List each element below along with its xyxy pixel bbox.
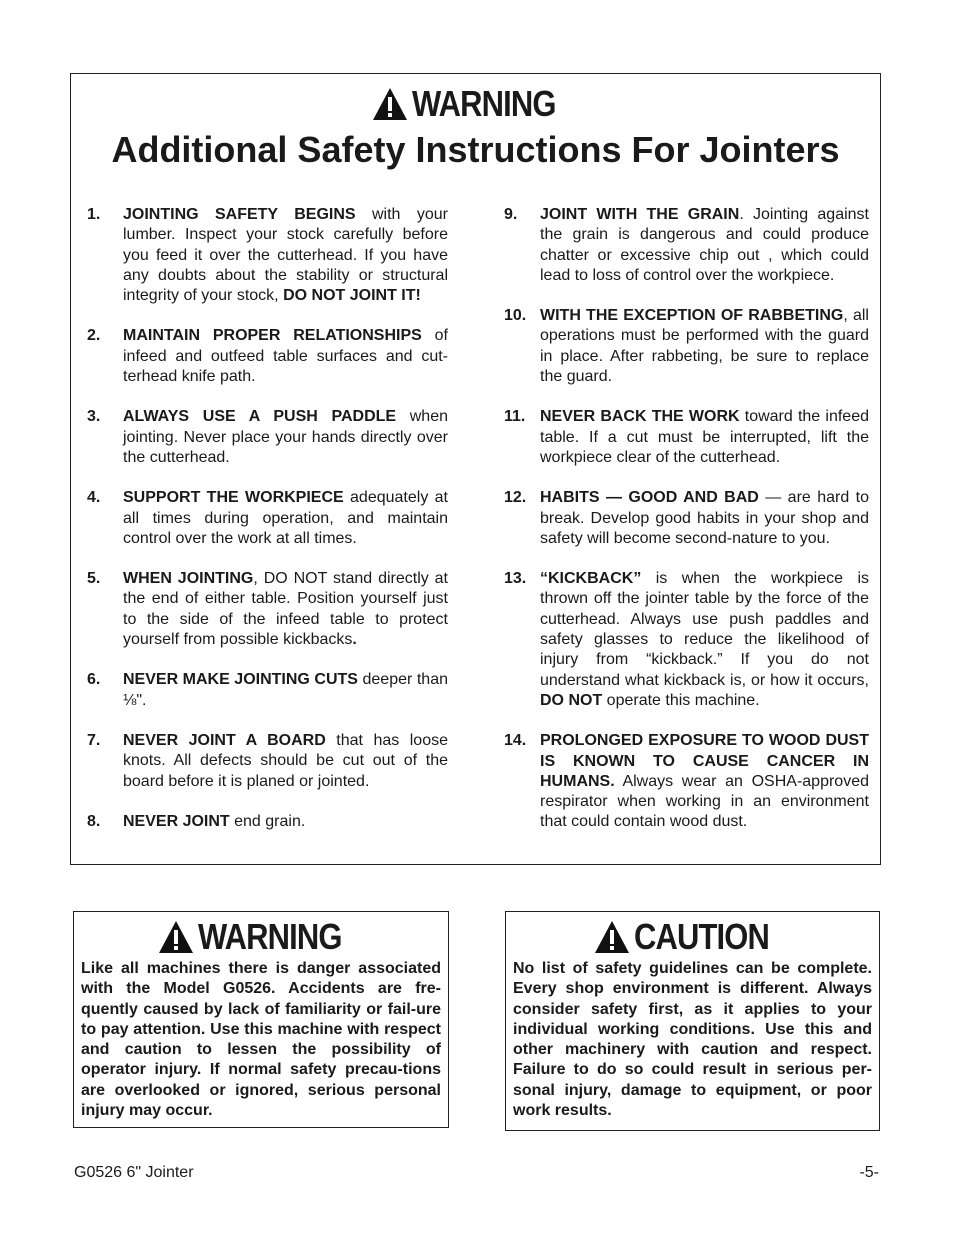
item-bold-text: NEVER JOINT xyxy=(123,812,230,830)
item-text xyxy=(123,731,448,792)
item-number: 5. xyxy=(87,570,101,588)
item-number: 11. xyxy=(504,408,526,426)
left-column xyxy=(87,205,448,852)
item-text xyxy=(123,569,448,650)
item-number: 2. xyxy=(87,327,101,345)
instruction-item xyxy=(87,731,448,792)
warning-banner xyxy=(74,917,448,959)
item-body-text: Always wear an OSHA-approved respirator when working in an environment that could contain wood dust. xyxy=(540,772,869,831)
item-bold-text: JOINT WITH THE GRAIN xyxy=(540,206,740,223)
item-body-text: of infeed and outfeed table surfaces and cut-terhead knife path. xyxy=(123,327,448,386)
instruction-item xyxy=(504,407,869,468)
item-body-text: , all operations must be performed with the guard in place. After rabbeting, be sure to replace the guard. xyxy=(540,307,869,386)
item-number: 10. xyxy=(504,307,527,325)
item-body-text: when jointing. Never place your hands directly over the cutterhead. xyxy=(123,408,448,466)
warning-banner xyxy=(71,84,880,127)
warning-triangle-icon xyxy=(372,86,408,122)
item-body-text: that has loose knots. All defects should be cut out of the board before it is planed or jointed. xyxy=(123,731,448,790)
item-number: 13. xyxy=(504,570,527,588)
item-text xyxy=(123,407,448,468)
item-body-text: deeper than ⅛". xyxy=(123,671,449,709)
instruction-item xyxy=(504,569,869,711)
item-number: 8. xyxy=(87,812,101,830)
caution-text: No list of safety guidelines can be complete. Every shop environment is different. Always consider safety first, as it applies to your individual working conditions. Use this and other machinery with caution and respect. Failure to do so could result in serious per-sonal injury, damage to equipment, or poor work results. xyxy=(513,960,872,1120)
item-text xyxy=(540,306,869,387)
item-body-text: is when the workpiece is thrown off the jointer table by the force of the cutterhead. Always use push paddles and safety glasses to reduce the likelihood of injury from “kickback.” If you do not understand what kickback is, or how it occurs, xyxy=(540,570,869,689)
signal-word: WARNING xyxy=(412,83,556,124)
instruction-item xyxy=(504,205,869,286)
item-text xyxy=(123,205,448,306)
warning-text: Like all machines there is danger associated with the Model G0526. Accidents are fre-quently caused by lack of familiarity or fail-ure to pay attention. Use this machine with respect and caution to lessen the possibility of operator injury. If normal safety precau-tions are overlooked or ignored, serious personal injury may occur. xyxy=(81,960,441,1120)
item-body-text: toward the infeed table. If a cut must be interrupted, lift the workpiece clear of the cutterhead. xyxy=(540,408,869,466)
item-number: 7. xyxy=(87,731,101,749)
item-number: 14. xyxy=(504,732,527,750)
instruction-item xyxy=(87,407,448,468)
instruction-item xyxy=(87,569,448,650)
instruction-item xyxy=(87,812,448,832)
warning-notice-box xyxy=(73,911,449,1128)
item-number: 1. xyxy=(87,206,101,223)
signal-word: WARNING xyxy=(197,916,342,957)
item-bold-text: “KICKBACK” xyxy=(540,570,642,588)
item-body-text: operate this machine. xyxy=(602,691,760,709)
item-text xyxy=(540,731,869,832)
item-bold-text: NEVER BACK THE WORK xyxy=(540,408,740,426)
item-text xyxy=(123,488,448,549)
signal-word: CAUTION xyxy=(634,916,770,957)
safety-instructions-box xyxy=(70,73,881,865)
item-bold-text: WITH THE EXCEPTION OF RABBETING xyxy=(540,307,844,325)
item-body-text: , DO NOT stand directly at the end of either table. Position yourself just to the side of the infeed table to protect yourself from possible kickbacks xyxy=(123,570,448,649)
caution-banner xyxy=(506,917,879,959)
instruction-item xyxy=(504,488,869,549)
item-number: 6. xyxy=(87,671,101,689)
instruction-item xyxy=(87,205,448,306)
item-bold-text: DO NOT xyxy=(540,691,603,709)
item-number: 12. xyxy=(504,489,527,507)
item-text xyxy=(123,326,448,387)
instruction-item xyxy=(87,326,448,387)
item-bold-text: PROLONGED EXPOSURE TO WOOD DUST IS KNOWN TO CAUSE CANCER IN HUMANS. xyxy=(540,732,869,790)
item-body-text: with your lumber. Inspect your stock carefully before you feed it over the cutterhead. If you have any doubts about the stability or structural integrity of your stock, xyxy=(123,206,448,305)
item-text xyxy=(540,488,869,549)
item-body-text: end grain. xyxy=(229,812,306,830)
item-bold-text: . xyxy=(352,631,357,649)
instruction-item xyxy=(87,488,448,549)
item-bold-text: JOINTING SAFETY BEGINS xyxy=(123,206,356,223)
page-number: -5- xyxy=(859,1164,879,1181)
item-body-text: adequately at all times during operation, and maintain control over the work at all times. xyxy=(123,489,448,547)
item-text xyxy=(540,205,869,286)
item-number: 3. xyxy=(87,408,101,426)
warning-triangle-icon xyxy=(594,919,630,955)
item-number: 4. xyxy=(87,489,101,507)
item-bold-text: SUPPORT THE WORKPIECE xyxy=(123,489,344,507)
item-bold-text: WHEN JOINTING xyxy=(123,570,254,588)
item-body-text: — are hard to break. Develop good habits in your shop and safety will become second-nature to you. xyxy=(540,489,869,547)
instruction-item xyxy=(504,306,869,387)
instruction-item xyxy=(504,731,869,832)
item-text xyxy=(540,407,869,468)
item-text xyxy=(123,812,448,832)
item-bold-text: ALWAYS USE A PUSH PADDLE xyxy=(123,408,397,426)
instruction-item xyxy=(87,670,448,711)
footer-model: G0526 6" Jointer xyxy=(74,1164,194,1181)
item-text xyxy=(123,670,448,711)
item-text xyxy=(540,569,869,711)
item-bold-text: NEVER JOINT A BOARD xyxy=(123,731,326,749)
item-body-text: . Jointing against the grain is dangerous and could produce chatter or excessive chip out , which could lead to loss of control over the workpiece. xyxy=(540,206,870,284)
item-bold-text: DO NOT JOINT IT! xyxy=(283,287,421,305)
warning-triangle-icon xyxy=(158,919,194,955)
caution-notice-box xyxy=(505,911,880,1131)
right-column xyxy=(504,205,869,853)
item-bold-text: NEVER MAKE JOINTING CUTS xyxy=(123,671,358,689)
item-bold-text: MAINTAIN PROPER RELATIONSHIPS xyxy=(123,327,422,345)
page-title: Additional Safety Instructions For Jointers xyxy=(111,129,840,170)
item-number: 9. xyxy=(504,206,518,223)
item-bold-text: HABITS — GOOD AND BAD xyxy=(540,489,759,507)
